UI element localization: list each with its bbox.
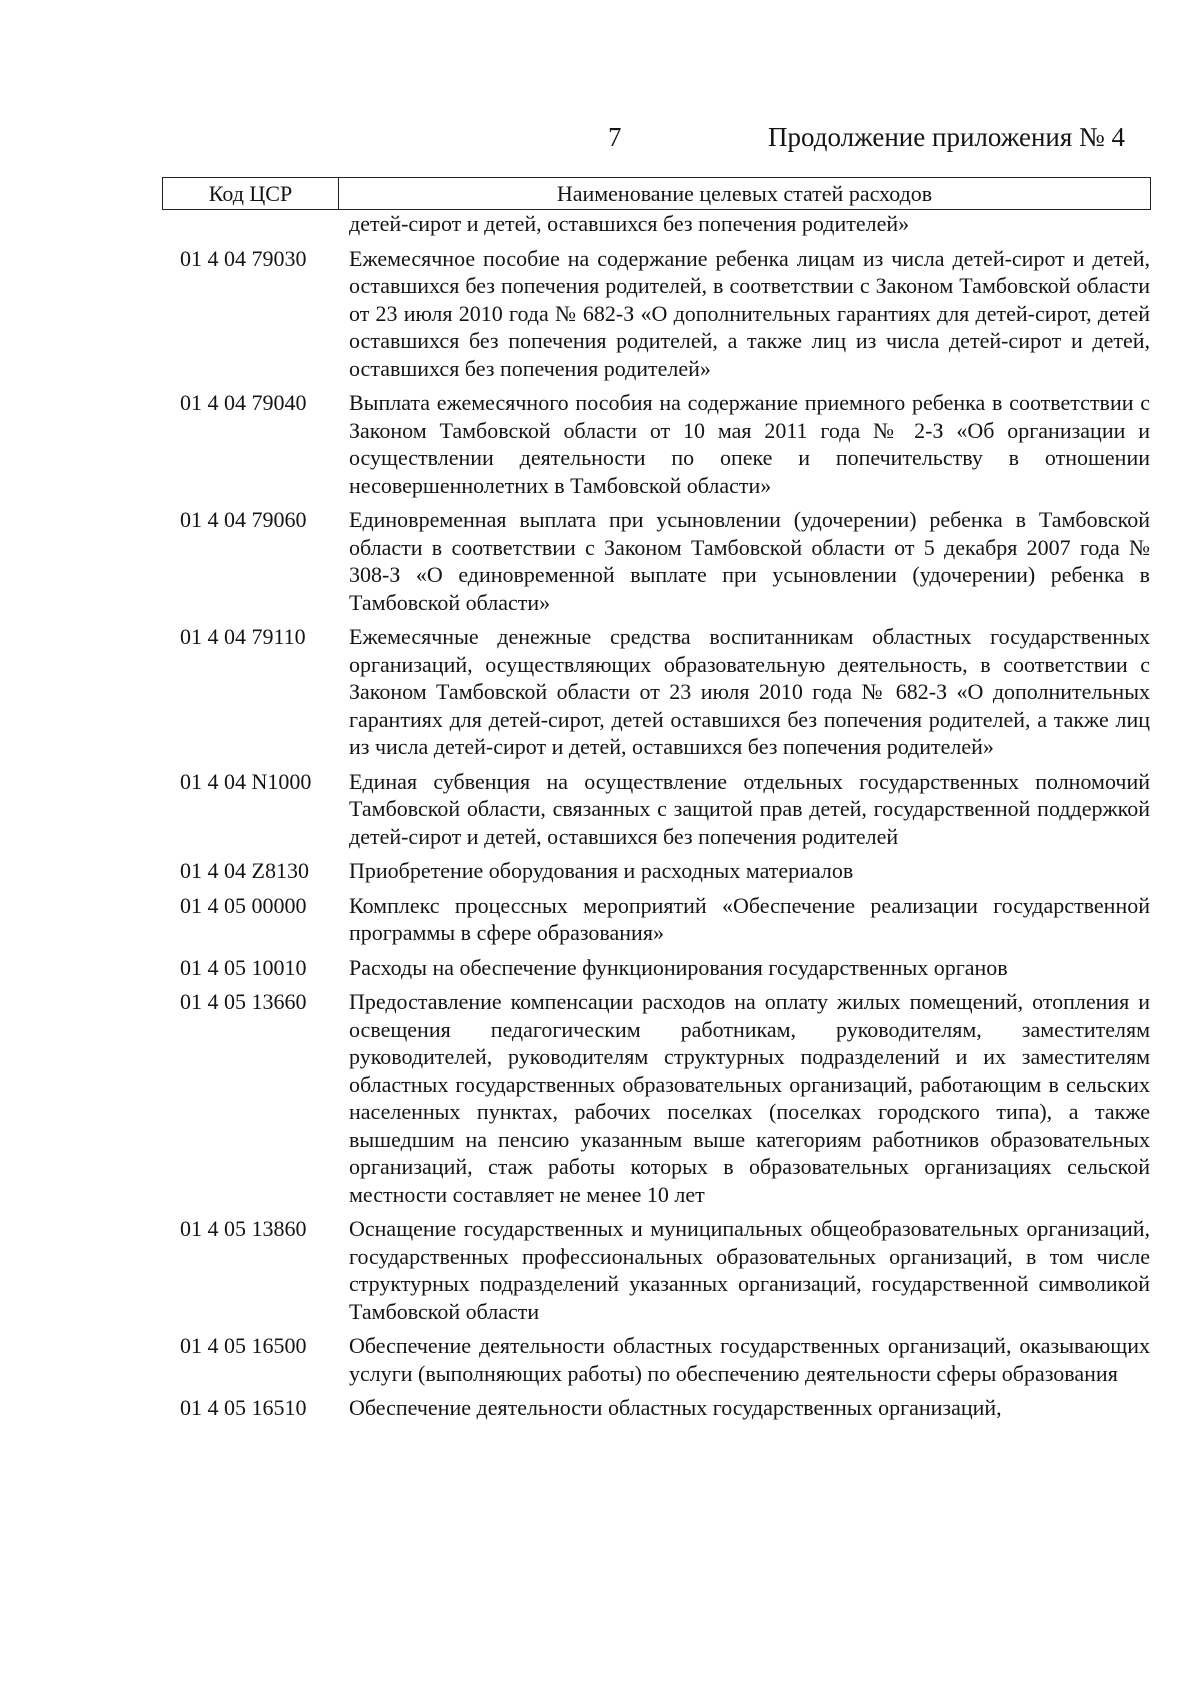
row-code: 01 4 04 N1000 [180,768,312,794]
page-number: 7 [608,122,622,152]
row-description: Ежемесячное пособие на содержание ребенка лицам из числа детей-сирот и детей, оставшихся без попечения родителей, в соответствии с Законом Тамбовской области от 23 июля 2010 года № 682-З «О дополнительных гарантиях для детей-сирот, детей оставшихся без попечения родителей, а также лиц из числа детей-сирот и детей, оставшихся без попечения родителей» [349,245,1150,381]
row-description: Приобретение оборудования и расходных материалов [349,858,854,883]
row-description: Обеспечение деятельности областных государственных организаций, [349,1395,1002,1420]
row-code: 01 4 04 79110 [180,624,306,649]
column-header-name: Наименование целевых статей расходов [556,180,933,206]
row-description: Ежемесячные денежные средства воспитанникам областных государственных организаций, осуществляющих образовательную деятельность, в соответствии с Законом Тамбовской области от 23 июля 2010 года № 682-З «О дополнительных гарантиях для детей-сирот, детей оставшихся без попечения родителей, а также лиц из числа детей-сирот и детей, оставшихся без попечения родителей» [349,624,1150,759]
appendix-continuation-title: Продолжение приложения № 4 [768,122,1126,152]
row-code: 01 4 04 79040 [180,390,307,415]
row-description: Предоставление компенсации расходов на оплату жилых помещений, отопления и освещения педагогическим работникам, руководителям, заместителям руководителей, руководителям структурных подразделений и их заместителям областных государственных образовательных организаций, работающим в сельских населенных пунктах, рабочих поселках (поселках городского типа), а также вышедшим на пенсию указанным выше категориям работников образовательных организаций, стаж работы которых в образовательных организациях сельской местности составляет не менее 10 лет [349,989,1150,1207]
table-header [162,177,1151,210]
column-header-code: Код ЦСР [163,178,339,209]
row-description: Обеспечение деятельности областных государственных организаций, оказывающих услуги (выполняющих работы) по обеспечению деятельности сферы образования [349,1333,1150,1386]
row-code: 01 4 05 13660 [180,989,307,1014]
table-body [180,210,1150,1429]
table-row [180,1215,1150,1325]
row-description: Выплата ежемесячного пособия на содержание приемного ребенка в соответствии с Законом Тамбовской области от 10 мая 2011 года № 2-З «Об организации и осуществлении деятельности по опеке и попечительству в отношении несовершеннолетних в Тамбовской области» [349,390,1150,498]
row-description: Оснащение государственных и муниципальных общеобразовательных организаций, государственных профессиональных образовательных организаций, в том числе структурных подразделений указанных организаций, государственной символикой Тамбовской области [349,1216,1150,1324]
table-row [180,389,1150,499]
row-code: 01 4 05 00000 [180,892,307,918]
row-code: 01 4 05 16500 [180,1333,307,1358]
table-row [180,210,1150,238]
row-description: Расходы на обеспечение функционирования государственных органов [349,954,1008,980]
row-code: 01 4 04 79060 [180,507,307,532]
table-row [180,857,1150,885]
row-code: 01 4 05 16510 [180,1395,307,1420]
table-row [180,954,1150,982]
table-row [180,988,1150,1208]
row-code: 01 4 05 10010 [180,954,307,980]
row-code [180,210,349,238]
row-code: 01 4 05 13860 [180,1216,307,1241]
table-row [180,506,1150,616]
table-row [180,892,1150,947]
table-row [180,623,1150,761]
row-code: 01 4 04 79030 [180,245,307,271]
table-row [180,245,1150,383]
table-row [180,768,1150,851]
row-description: Комплекс процессных мероприятий «Обеспечение реализации государственной программы в сфере образования» [349,892,1150,945]
row-description: детей-сирот и детей, оставшихся без попечения родителей» [349,211,910,236]
row-description: Единая субвенция на осуществление отдельных государственных полномочий Тамбовской области, связанных с защитой прав детей, государственной поддержкой детей-сирот и детей, оставшихся без попечения родителей [349,768,1150,849]
table-row [180,1394,1150,1422]
row-description: Единовременная выплата при усыновлении (удочерении) ребенка в Тамбовской области в соответствии с Законом Тамбовской области от 5 декабря 2007 года № 308-З «О единовременной выплате при усыновлении (удочерении) ребенка в Тамбовской области» [349,507,1150,615]
row-code: 01 4 04 Z8130 [180,858,309,883]
table-row [180,1332,1150,1387]
